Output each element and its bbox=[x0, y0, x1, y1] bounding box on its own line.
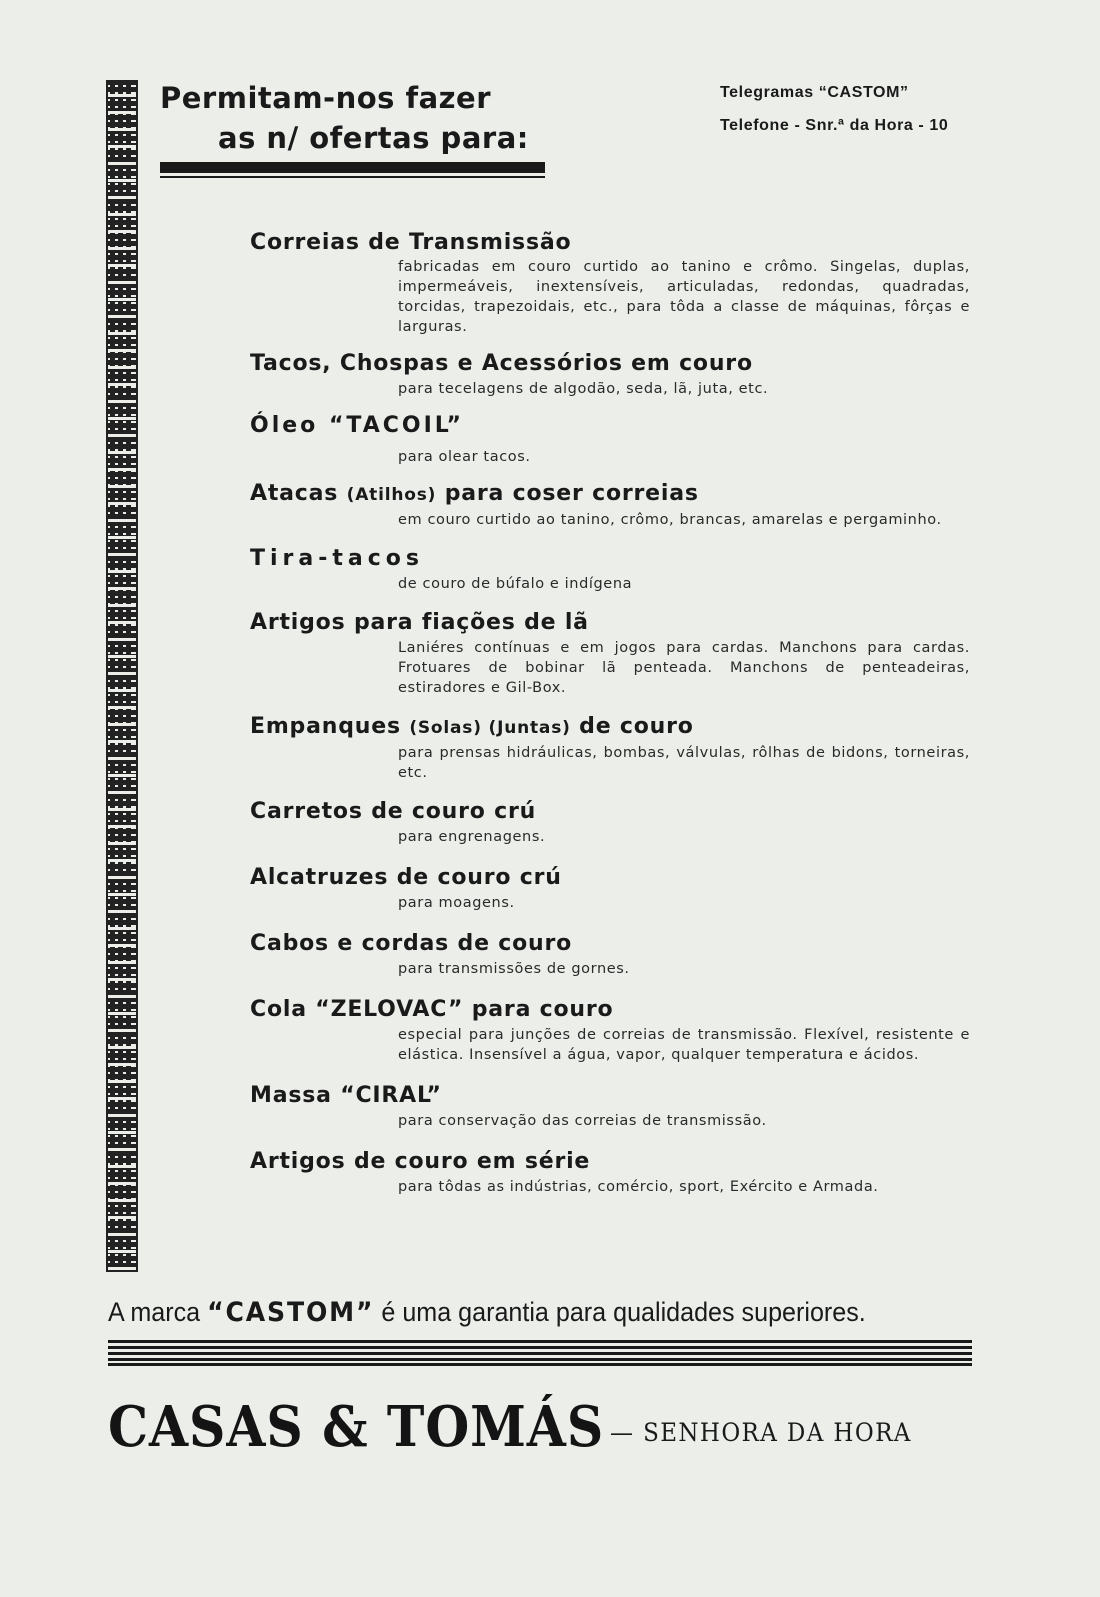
item-title: Alcatruzes de couro crú bbox=[250, 865, 562, 890]
item-title-note: (Solas) (Juntas) bbox=[409, 718, 571, 738]
company-location: — SENHORA DA HORA bbox=[610, 1418, 912, 1447]
item-title: Tira-tacos bbox=[250, 546, 424, 571]
list-item bbox=[250, 1147, 970, 1197]
list-item bbox=[250, 929, 970, 979]
item-description: para transmissões de gornes. bbox=[398, 961, 630, 977]
item-description: de couro de búfalo e indígena bbox=[398, 576, 633, 592]
list-item bbox=[250, 608, 970, 698]
item-title: Óleo “TACOIL” bbox=[250, 413, 464, 438]
item-description: para conservação das correias de transmissão. bbox=[398, 1113, 767, 1129]
item-title-note: (Atilhos) bbox=[346, 485, 437, 505]
item-title: Correias de Transmissão bbox=[250, 230, 572, 255]
item-title: Artigos de couro em série bbox=[250, 1149, 591, 1174]
tagline-brand: “CASTOM” bbox=[207, 1297, 375, 1328]
item-description: Laniéres contínuas e em jogos para cardas. Manchons para cardas. Frotuares de bobinar lã penteada. Manchons de penteadeiras, estiradores e Gil-Box. bbox=[398, 640, 970, 696]
item-description: para prensas hidráulicas, bombas, válvulas, rôlhas de bidons, torneiras, etc. bbox=[398, 745, 970, 781]
tagline-end: é uma garantia para qualidades superiores. bbox=[381, 1297, 866, 1327]
heading-line-1: Permitam-nos fazer bbox=[160, 81, 492, 115]
decorative-side-border bbox=[106, 80, 138, 1272]
item-description: para tecelagens de algodão, seda, lã, juta, etc. bbox=[398, 381, 769, 397]
telephone-number: Telefone - Snr.ª da Hora - 10 bbox=[720, 117, 949, 134]
list-item bbox=[250, 411, 970, 467]
item-description: em couro curtido ao tanino, crômo, brancas, amarelas e pergaminho. bbox=[398, 512, 942, 528]
list-item bbox=[250, 712, 970, 783]
page-heading bbox=[160, 78, 529, 158]
item-description: especial para junções de correias de transmissão. Flexível, resistente e elástica. Insensível a água, vapor, qualquer temperatura e ácidos. bbox=[398, 1027, 970, 1063]
company-name: CASAS & TOMÁS bbox=[108, 1394, 605, 1460]
item-description: para moagens. bbox=[398, 895, 515, 911]
item-title-main: Empanques bbox=[250, 714, 401, 739]
item-title: Massa “CIRAL” bbox=[250, 1083, 442, 1108]
item-title-rest: para coser correias bbox=[444, 481, 699, 506]
contact-info bbox=[720, 76, 948, 142]
item-title-rest: de couro bbox=[579, 714, 694, 739]
list-item bbox=[250, 995, 970, 1065]
list-item bbox=[250, 349, 970, 399]
product-list bbox=[250, 228, 970, 1197]
list-item bbox=[250, 863, 970, 913]
item-title: Cabos e cordas de couro bbox=[250, 931, 573, 956]
item-description: para tôdas as indústrias, comércio, sport, Exército e Armada. bbox=[398, 1179, 879, 1195]
list-item bbox=[250, 797, 970, 847]
heading-underline-rule bbox=[160, 162, 545, 178]
brand-tagline bbox=[108, 1295, 912, 1330]
item-title: Cola “ZELOVAC” para couro bbox=[250, 997, 614, 1022]
item-description: para olear tacos. bbox=[398, 449, 531, 465]
item-title: Carretos de couro crú bbox=[250, 799, 537, 824]
item-description: fabricadas em couro curtido ao tanino e crômo. Singelas, duplas, impermeáveis, inextensíveis, articuladas, redondas, quadradas, torcidas, trapezoidais, etc., para tôda a classe de máquinas, fôrças e larguras. bbox=[398, 259, 970, 335]
list-item bbox=[250, 1081, 970, 1131]
list-item bbox=[250, 479, 970, 530]
heading-line-2: as n/ ofertas para: bbox=[218, 121, 529, 155]
item-description: para engrenagens. bbox=[398, 829, 546, 845]
list-item bbox=[250, 228, 970, 337]
list-item bbox=[250, 544, 970, 594]
tagline-start: A marca bbox=[108, 1297, 201, 1327]
item-title bbox=[250, 712, 970, 743]
item-title bbox=[250, 479, 970, 510]
item-title-main: Atacas bbox=[250, 481, 339, 506]
item-title: Tacos, Chospas e Acessórios em couro bbox=[250, 351, 753, 376]
item-title: Artigos para fiações de lã bbox=[250, 610, 589, 635]
telegram-address: Telegramas “CASTOM” bbox=[720, 84, 909, 101]
footer-rule bbox=[108, 1340, 972, 1366]
